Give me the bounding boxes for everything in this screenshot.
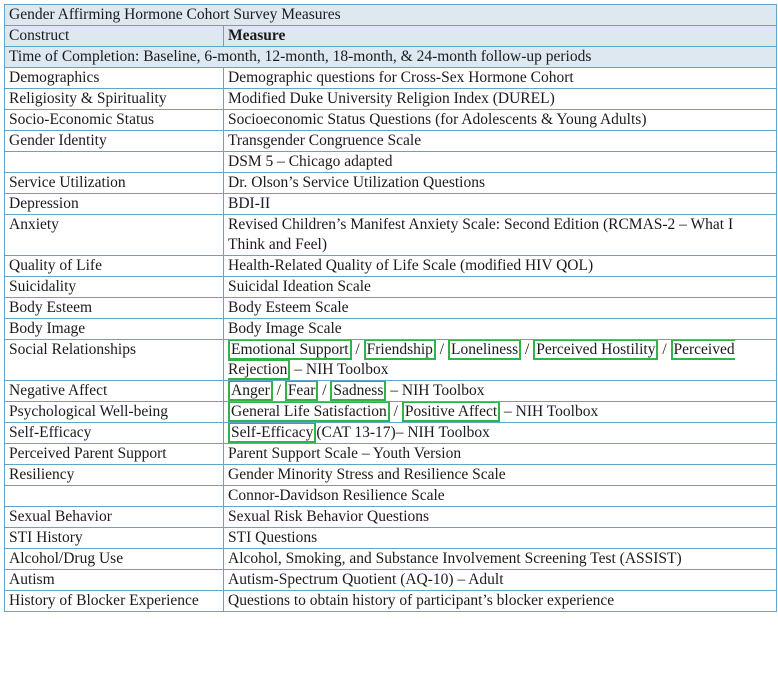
construct-cell: Resiliency	[5, 465, 224, 486]
measure-cell: Gender Minority Stress and Resilience Scale	[224, 465, 777, 486]
separator: /	[439, 341, 445, 358]
construct-cell: Autism	[5, 570, 224, 591]
measure-cell: Socioeconomic Status Questions (for Adolescents & Young Adults)	[224, 110, 777, 131]
table-row	[5, 194, 777, 215]
perceived-rejection-box: Perceived Rejection	[228, 341, 735, 378]
separator: /	[662, 341, 667, 358]
measure-cell: Alcohol, Smoking, and Substance Involvement Screening Test (ASSIST)	[224, 549, 777, 570]
construct-cell: Anxiety	[5, 215, 224, 256]
sadness-box: Sadness	[330, 381, 386, 402]
table-row-social	[5, 340, 777, 381]
table-row	[5, 277, 777, 298]
table-row	[5, 298, 777, 319]
separator: /	[322, 382, 327, 399]
measure-cell: Autism-Spectrum Quotient (AQ-10) – Adult	[224, 570, 777, 591]
measure-cell: Questions to obtain history of participant’s blocker experience	[224, 591, 777, 612]
timing-text: Time of Completion: Baseline, 6-month, 12-month, 18-month, & 24-month follow-up periods	[5, 47, 777, 68]
separator: /	[355, 341, 360, 358]
table-row-negative	[5, 381, 777, 402]
construct-cell: Quality of Life	[5, 256, 224, 277]
separator: /	[525, 341, 530, 358]
table-row	[5, 110, 777, 131]
construct-cell: Alcohol/Drug Use	[5, 549, 224, 570]
header-row	[5, 26, 777, 47]
construct-cell: Self-Efficacy	[5, 423, 224, 444]
measure-cell: Suicidal Ideation Scale	[224, 277, 777, 298]
table-row	[5, 486, 777, 507]
construct-cell: Depression	[5, 194, 224, 215]
construct-cell: Service Utilization	[5, 173, 224, 194]
table-row	[5, 215, 777, 256]
measure-cell: Body Image Scale	[224, 319, 777, 340]
header-measure: Measure	[224, 26, 777, 47]
measure-cell	[224, 381, 777, 402]
measure-cell: Body Esteem Scale	[224, 298, 777, 319]
construct-cell: Religiosity & Spirituality	[5, 89, 224, 110]
measure-cell: Modified Duke University Religion Index (DUREL)	[224, 89, 777, 110]
fear-box: Fear	[285, 381, 319, 402]
measure-cell: Connor-Davidson Resilience Scale	[224, 486, 777, 507]
table-row	[5, 152, 777, 173]
construct-cell	[5, 486, 224, 507]
construct-cell: Body Image	[5, 319, 224, 340]
friendship-box: Friendship	[364, 340, 436, 361]
table-title: Gender Affirming Hormone Cohort Survey Measures	[5, 5, 777, 26]
general-life-satisfaction-box: General Life Satisfaction	[228, 402, 390, 423]
loneliness-box: Loneliness	[448, 340, 521, 361]
construct-cell: STI History	[5, 528, 224, 549]
survey-measures-table	[4, 4, 777, 612]
table-row	[5, 549, 777, 570]
measure-cell: Parent Support Scale – Youth Version	[224, 444, 777, 465]
construct-cell: Demographics	[5, 68, 224, 89]
table-row	[5, 570, 777, 591]
construct-cell: Perceived Parent Support	[5, 444, 224, 465]
table-row	[5, 68, 777, 89]
positive-affect-box: Positive Affect	[402, 402, 500, 423]
measure-cell	[224, 402, 777, 423]
perceived-hostility-box: Perceived Hostility	[533, 340, 658, 361]
table-row	[5, 89, 777, 110]
table-row	[5, 528, 777, 549]
measure-cell	[224, 340, 777, 381]
table-row	[5, 256, 777, 277]
nih-toolbox-suffix: – NIH Toolbox	[504, 403, 599, 420]
construct-cell: Negative Affect	[5, 381, 224, 402]
construct-cell: History of Blocker Experience	[5, 591, 224, 612]
construct-cell: Psychological Well-being	[5, 402, 224, 423]
measure-cell	[224, 423, 777, 444]
nih-toolbox-suffix: – NIH Toolbox	[294, 361, 389, 378]
measure-cell: STI Questions	[224, 528, 777, 549]
table-row	[5, 591, 777, 612]
table-row	[5, 173, 777, 194]
measure-cell: BDI-II	[224, 194, 777, 215]
table-row-efficacy	[5, 423, 777, 444]
construct-cell: Socio-Economic Status	[5, 110, 224, 131]
emotional-support-box: Emotional Support	[228, 340, 352, 361]
construct-cell: Body Esteem	[5, 298, 224, 319]
self-efficacy-box: Self-Efficacy	[228, 423, 316, 444]
construct-cell: Suicidality	[5, 277, 224, 298]
table-row	[5, 131, 777, 152]
measure-cell: Transgender Congruence Scale	[224, 131, 777, 152]
nih-toolbox-suffix: (CAT 13-17)– NIH Toolbox	[316, 424, 490, 441]
table-row	[5, 319, 777, 340]
table-row	[5, 465, 777, 486]
measure-cell: Sexual Risk Behavior Questions	[224, 507, 777, 528]
construct-cell: Gender Identity	[5, 131, 224, 152]
construct-cell	[5, 152, 224, 173]
anger-box: Anger	[228, 381, 273, 402]
table-row	[5, 507, 777, 528]
construct-cell: Social Relationships	[5, 340, 224, 381]
timing-row	[5, 47, 777, 68]
measure-cell: Health-Related Quality of Life Scale (modified HIV QOL)	[224, 256, 777, 277]
construct-cell: Sexual Behavior	[5, 507, 224, 528]
table-row-wellbeing	[5, 402, 777, 423]
measure-cell: DSM 5 – Chicago adapted	[224, 152, 777, 173]
header-construct: Construct	[5, 26, 224, 47]
table-row	[5, 444, 777, 465]
title-row	[5, 5, 777, 26]
separator: /	[393, 403, 398, 420]
measure-cell: Revised Children’s Manifest Anxiety Scale: Second Edition (RCMAS-2 – What I Think and Feel)	[224, 215, 777, 256]
measure-cell: Dr. Olson’s Service Utilization Questions	[224, 173, 777, 194]
measure-cell: Demographic questions for Cross-Sex Hormone Cohort	[224, 68, 777, 89]
separator: /	[276, 382, 281, 399]
nih-toolbox-suffix: – NIH Toolbox	[390, 382, 485, 399]
